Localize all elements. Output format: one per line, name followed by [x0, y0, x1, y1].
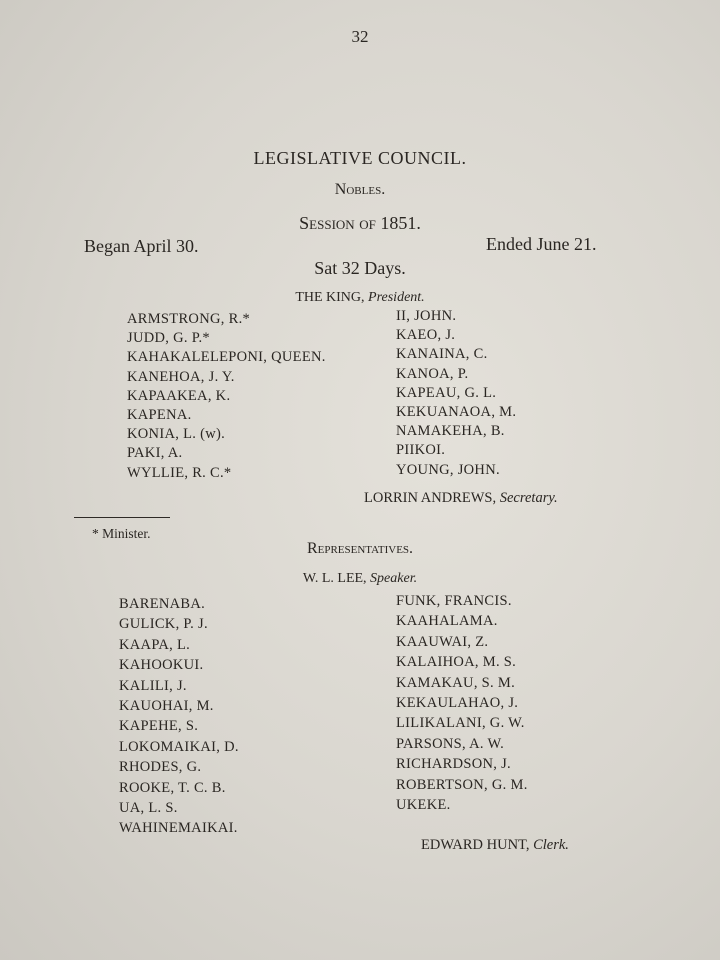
- clerk-line: [421, 837, 569, 854]
- list-item: KAEO, J.: [396, 327, 456, 344]
- list-item: KONIA, L. (w).: [127, 426, 226, 443]
- list-item: LOKOMAIKAI, D.: [119, 738, 239, 755]
- secretary-line: [364, 490, 558, 507]
- footnote-divider: [74, 517, 170, 518]
- secretary-title: Secretary.: [499, 490, 558, 506]
- list-item: KANAINA, C.: [396, 346, 488, 363]
- nobles-list-right: [396, 307, 516, 480]
- list-item: WAHINEMAIKAI.: [119, 820, 238, 837]
- page-number: 32: [351, 27, 369, 46]
- nobles-list-left: [127, 310, 326, 483]
- list-item: LILIKALANI, G. W.: [396, 715, 525, 732]
- list-item: KANEHOA, J. Y.: [127, 368, 235, 385]
- sat-days: Sat 32 Days.: [314, 258, 406, 278]
- list-item: PAKI, A.: [127, 445, 183, 462]
- list-item: KAMAKAU, S. M.: [396, 674, 516, 691]
- began-date: Began April 30.: [84, 236, 199, 256]
- speaker-line: [0, 571, 720, 587]
- council-title: LEGISLATIVE COUNCIL.: [253, 148, 467, 168]
- list-item: KAPAAKEA, K.: [127, 387, 231, 404]
- list-item: ROOKE, T. C. B.: [119, 779, 226, 796]
- list-item: KAPEAU, G. L.: [396, 384, 497, 401]
- list-item: KAAHALAMA.: [396, 613, 498, 630]
- clerk-title: Clerk.: [533, 837, 569, 853]
- president-line: [0, 290, 720, 306]
- representatives-heading: Representatives.: [306, 540, 414, 557]
- list-item: ROBERTSON, G. M.: [396, 776, 528, 793]
- list-item: YOUNG, JOHN.: [396, 461, 500, 478]
- list-item: KAPENA.: [127, 407, 192, 424]
- list-item: BARENABA.: [119, 596, 206, 612]
- list-item: KAHOOKUI.: [119, 657, 204, 674]
- representatives-list-right: [396, 591, 528, 815]
- list-item: GULICK, P. J.: [119, 616, 208, 633]
- list-item: ARMSTRONG, R.*: [127, 311, 251, 327]
- secretary-name: LORRIN ANDREWS,: [364, 490, 497, 506]
- speaker-title: Speaker.: [370, 571, 418, 586]
- list-item: PIIKOI.: [396, 442, 446, 459]
- list-item: II, JOHN.: [396, 308, 457, 324]
- footnote: * Minister.: [92, 526, 151, 541]
- list-item: KALAIHOA, M. S.: [396, 654, 517, 671]
- list-item: KANOA, P.: [396, 365, 469, 382]
- list-item: KAAUWAI, Z.: [396, 633, 489, 650]
- list-item: NAMAKEHA, B.: [396, 423, 505, 440]
- list-item: JUDD, G. P.*: [127, 330, 210, 347]
- session-prefix: Session of: [299, 213, 376, 233]
- list-item: KEKAULAHAO, J.: [396, 695, 519, 712]
- list-item: PARSONS, A. W.: [396, 735, 505, 752]
- president-title: President.: [368, 290, 425, 305]
- representatives-list-left: [119, 594, 239, 839]
- list-item: KAUOHAI, M.: [119, 698, 214, 715]
- ended-date: Ended June 21.: [486, 234, 597, 254]
- list-item: KAAPA, L.: [119, 636, 191, 653]
- list-item: KAHAKALELEPONI, QUEEN.: [127, 349, 326, 366]
- list-item: KEKUANAOA, M.: [396, 404, 517, 421]
- session-year: 1851.: [380, 213, 421, 233]
- list-item: RICHARDSON, J.: [396, 756, 511, 773]
- list-item: RHODES, G.: [119, 759, 202, 776]
- list-item: UA, L. S.: [119, 800, 178, 817]
- president-name: THE KING,: [295, 290, 365, 305]
- list-item: FUNK, FRANCIS.: [396, 593, 512, 609]
- nobles-heading: Nobles.: [334, 181, 386, 198]
- clerk-name: EDWARD HUNT,: [421, 837, 530, 853]
- list-item: KAPEHE, S.: [119, 718, 199, 735]
- list-item: UKEKE.: [396, 797, 451, 814]
- list-item: KALILI, J.: [119, 677, 187, 694]
- speaker-name: W. L. LEE,: [302, 571, 367, 586]
- list-item: WYLLIE, R. C.*: [127, 464, 232, 481]
- session-heading: [0, 213, 720, 234]
